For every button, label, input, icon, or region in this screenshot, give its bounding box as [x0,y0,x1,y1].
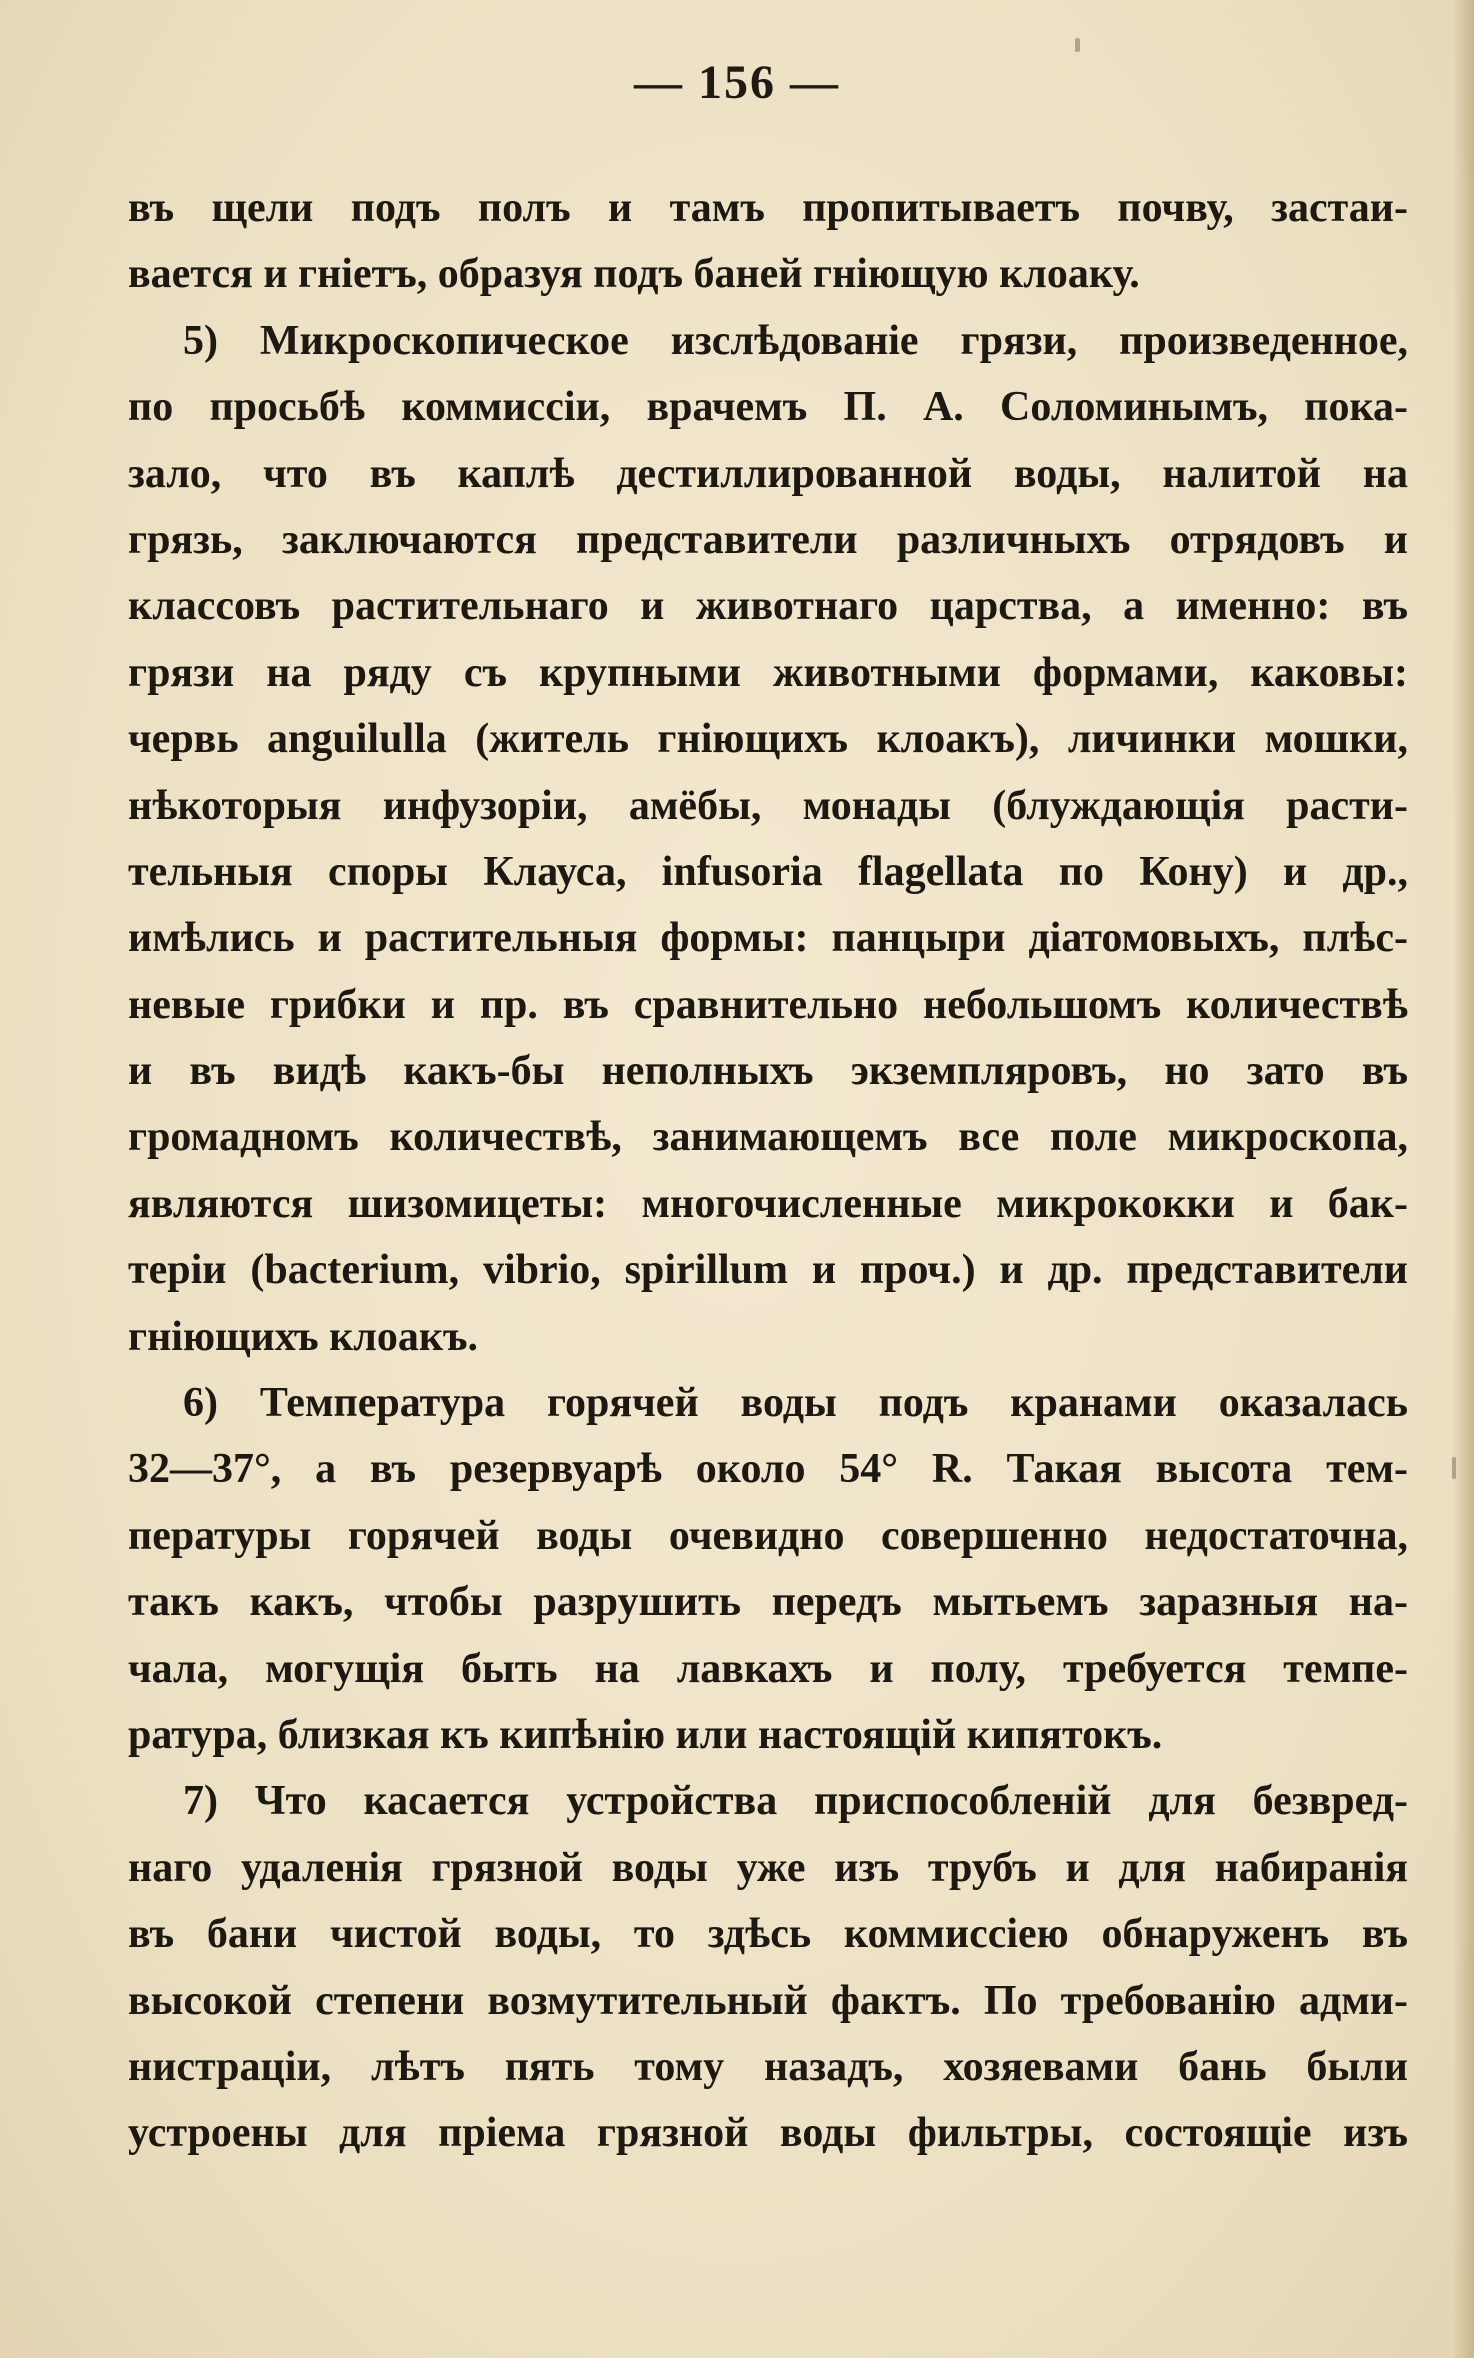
text-line: грязи на ряду съ крупными животными формами, каковы: [128,649,1408,696]
page-edge-shadow [1452,0,1474,2358]
text-line: невые грибки и пр. въ сравнительно небольшомъ количествѣ [128,981,1408,1028]
text-line: ратура, близкая къ кипѣнію или настоящій кипятокъ. [128,1711,1163,1758]
text-line: 6) Температура горячей воды подъ кранами оказалась [183,1380,1408,1427]
paper-speck [1452,1457,1456,1479]
text-line: такъ какъ, чтобы разрушить передъ мытьемъ заразныя на- [128,1579,1408,1626]
text-line: громадномъ количествѣ, занимающемъ все поле микроскопа, [128,1114,1408,1161]
text-line: классовъ растительнаго и животнаго царства, а именно: въ [128,583,1408,630]
text-line: 7) Что касается устройства приспособленій для безвред- [183,1778,1408,1825]
text-line: имѣлись и растительныя формы: панцыри діатомовыхъ, плѣс- [128,915,1408,962]
text-line: 32—37°, а въ резервуарѣ около 54° R. Такая высота тем- [128,1446,1408,1493]
paper-speck [1075,38,1080,52]
text-line: теріи (bacterium, vibrio, spirillum и проч.) и др. представители [128,1247,1408,1294]
text-line: зало, что въ каплѣ дестиллированной воды, налитой на [128,450,1408,497]
text-line: высокой степени возмутительный фактъ. По требованію адми- [128,1977,1408,2024]
text-line: 5) Микроскопическое изслѣдованіе грязи, произведенное, [183,317,1408,364]
text-line: являются шизомицеты: многочисленные микрококки и бак- [128,1180,1408,1227]
page-number: — 156 — [634,56,840,109]
text-line: и въ видѣ какъ-бы неполныхъ экземпляровъ, но зато въ [128,1048,1408,1095]
body-text [128,175,1408,2167]
text-line: по просьбѣ коммиссіи, врачемъ П. А. Соломинымъ, пока- [128,384,1408,431]
text-line: пературы горячей воды очевидно совершенно недостаточна, [128,1512,1408,1559]
text-line: устроены для пріема грязной воды фильтры, состоящіе изъ [128,2110,1408,2157]
text-line: вается и гніетъ, образуя подъ баней гніющую клоаку. [128,251,1140,298]
text-line: гніющихъ клоакъ. [128,1313,479,1360]
text-line: въ щели подъ полъ и тамъ пропитываетъ почву, застаи- [128,185,1408,231]
text-line: чала, могущія быть на лавкахъ и полу, требуется темпе- [128,1645,1408,1692]
text-line: нѣкоторыя инфузоріи, амёбы, монады (блуждающія расти- [128,782,1408,829]
text-line: червь anguilulla (житель гніющихъ клоакъ), личинки мошки, [128,716,1408,763]
text-line: наго удаленія грязной воды уже изъ трубъ и для набиранія [128,1844,1408,1891]
text-line: тельныя споры Клауса, infusoria flagellata по Кону) и др., [128,848,1408,895]
text-line: грязь, заключаются представители различныхъ отрядовъ и [128,516,1408,563]
text-line: въ бани чистой воды, то здѣсь коммиссіею обнаруженъ въ [128,1911,1408,1958]
text-line: нистраціи, лѣтъ пять тому назадъ, хозяевами бань были [128,2043,1408,2090]
